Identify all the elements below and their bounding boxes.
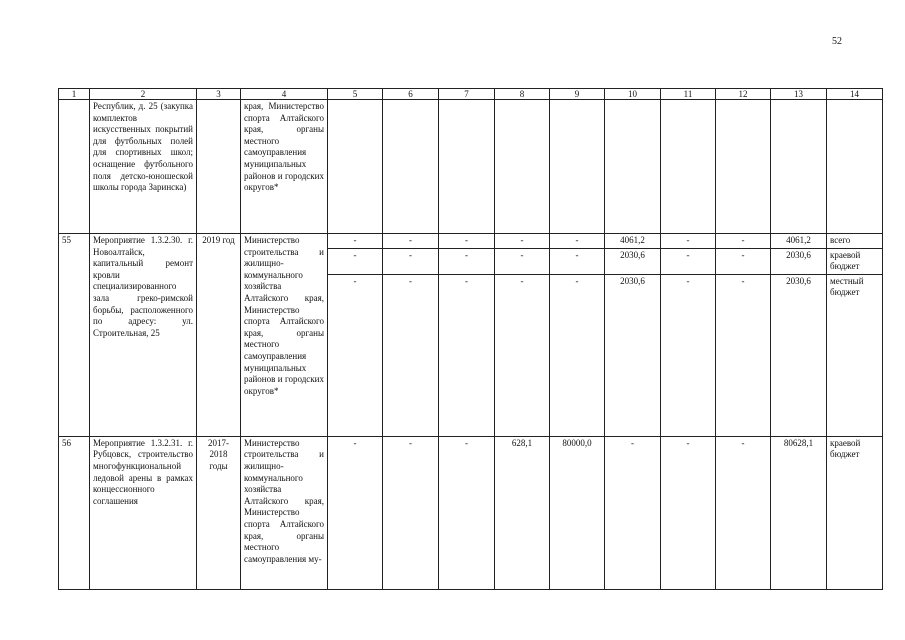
cell-c9: - <box>550 274 605 436</box>
cell-c6: - <box>383 248 439 274</box>
table-row <box>59 436 883 589</box>
header-cell: 7 <box>439 89 495 100</box>
row-description: Мероприятие 1.3.2.30. г. Новоалтайск, капитальный ремонт кровли специализированного зала греко-римской борьбы, расположенного по адресу: ул. Строительная, 25 <box>90 234 197 437</box>
cell-c12: - <box>716 274 771 436</box>
row-executor: Министерство строительства и жилищно-коммунального хозяйства Алтайского края, Министерство спорта Алтайского края, органы местного самоуправления му- <box>241 436 328 589</box>
table-row <box>59 100 883 234</box>
cell-c5: - <box>328 248 383 274</box>
header-cell: 9 <box>550 89 605 100</box>
row-number: 55 <box>59 234 90 437</box>
cell-c7: - <box>439 248 495 274</box>
cell-c13: 4061,2 <box>771 234 827 249</box>
cell-c10: 2030,6 <box>605 248 661 274</box>
cell-c14: местный бюджет <box>827 274 883 436</box>
cell-c13: 80628,1 <box>771 436 827 589</box>
cell-c12: - <box>716 234 771 249</box>
cell-c14: всего <box>827 234 883 249</box>
cell-c10: - <box>605 436 661 589</box>
cell-c9: 80000,0 <box>550 436 605 589</box>
cell-c8: 628,1 <box>495 436 550 589</box>
cell-c6: - <box>383 436 439 589</box>
header-cell: 1 <box>59 89 90 100</box>
header-cell: 14 <box>827 89 883 100</box>
row-years: 2019 год <box>197 234 241 437</box>
header-cell: 6 <box>383 89 439 100</box>
header-cell: 3 <box>197 89 241 100</box>
cell-c14: краевой бюджет <box>827 248 883 274</box>
cell-c5: - <box>328 234 383 249</box>
cell-c12: - <box>716 248 771 274</box>
cell-c10: 4061,2 <box>605 234 661 249</box>
cell-c9: - <box>550 248 605 274</box>
header-row <box>59 89 883 100</box>
page-number: 52 <box>832 36 842 47</box>
header-cell: 8 <box>495 89 550 100</box>
cell-c9: - <box>550 234 605 249</box>
cell-c8: - <box>495 274 550 436</box>
budget-table <box>58 88 883 590</box>
cell-c6: - <box>383 234 439 249</box>
header-cell: 11 <box>661 89 716 100</box>
row-description: Республик, д. 25 (закупка комплектов искусственных покрытий для футбольных полей для спортивных школ; оснащение футбольного поля детско-юношеской школы города Заринска) <box>90 100 197 234</box>
cell-c7: - <box>439 234 495 249</box>
header-cell: 2 <box>90 89 197 100</box>
cell-c12: - <box>716 436 771 589</box>
row-executor: края, Министерство спорта Алтайского края, органы местного самоуправления муниципальных районов и городских округов* <box>241 100 328 234</box>
row-years: 2017-2018 годы <box>197 436 241 589</box>
cell-c11: - <box>661 248 716 274</box>
header-cell: 5 <box>328 89 383 100</box>
cell-c6: - <box>383 274 439 436</box>
header-cell: 12 <box>716 89 771 100</box>
table-row <box>59 234 883 249</box>
cell-c8: - <box>495 234 550 249</box>
cell-c7: - <box>439 436 495 589</box>
row-number: 56 <box>59 436 90 589</box>
cell-c5: - <box>328 274 383 436</box>
cell-c10: 2030,6 <box>605 274 661 436</box>
row-description: Мероприятие 1.3.2.31. г. Рубцовск, строительство многофункциональной ледовой арены в рамках концессионного соглашения <box>90 436 197 589</box>
header-cell: 4 <box>241 89 328 100</box>
cell-c7: - <box>439 274 495 436</box>
cell-c13: 2030,6 <box>771 248 827 274</box>
header-cell: 13 <box>771 89 827 100</box>
cell-c13: 2030,6 <box>771 274 827 436</box>
row-executor: Министерство строительства и жилищно-коммунального хозяйства Алтайского края, Министерство спорта Алтайского края, органы местного самоуправления муниципальных районов и городских округов* <box>241 234 328 437</box>
cell-c11: - <box>661 274 716 436</box>
cell-c8: - <box>495 248 550 274</box>
header-cell: 10 <box>605 89 661 100</box>
cell-c5: - <box>328 436 383 589</box>
cell-c11: - <box>661 234 716 249</box>
cell-c11: - <box>661 436 716 589</box>
cell-c14: краевой бюджет <box>827 436 883 589</box>
